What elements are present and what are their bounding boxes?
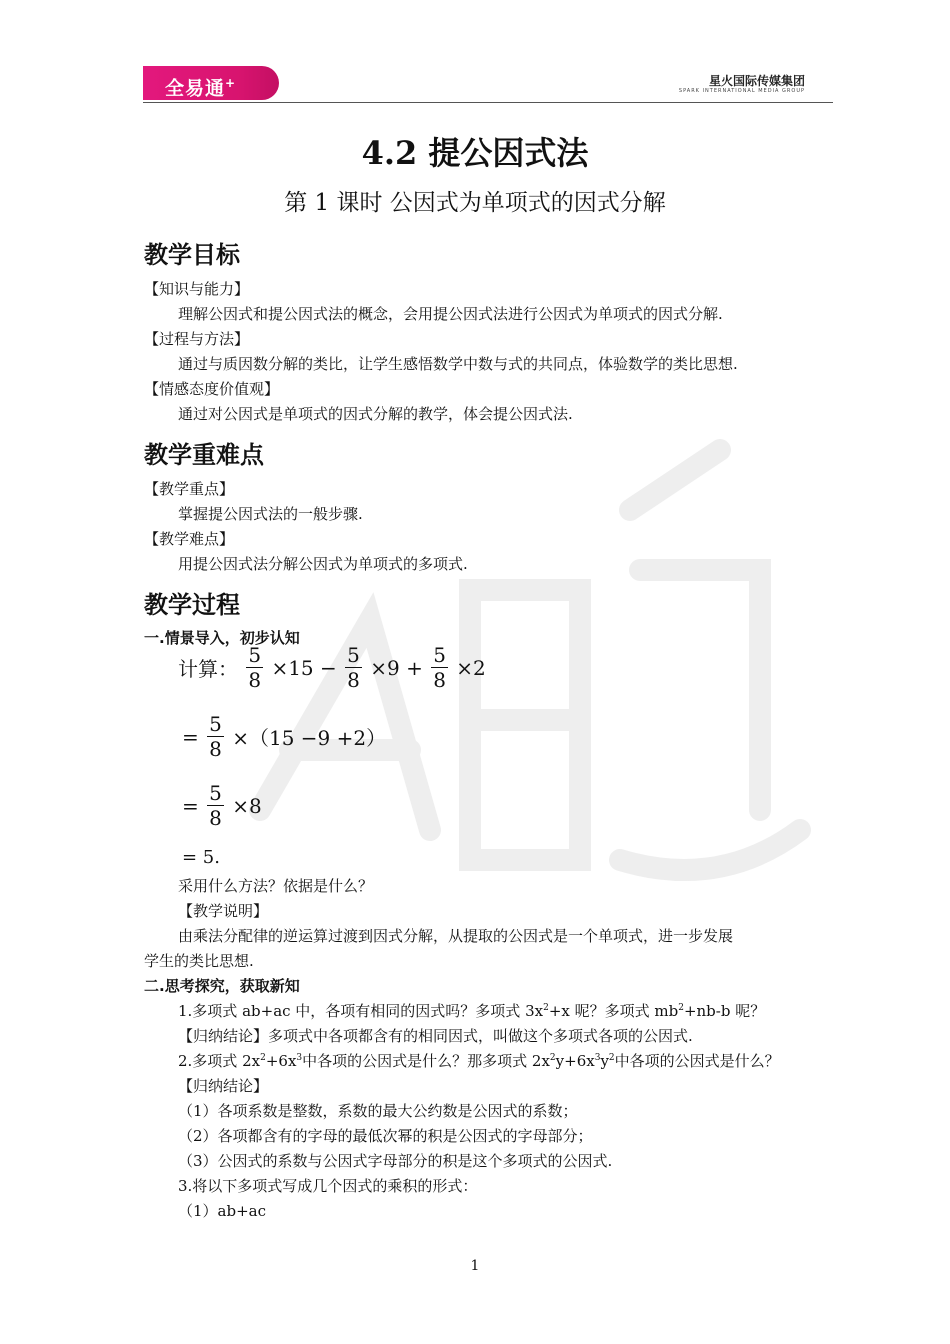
math-line-2: = $\frac{5}{8}$ ×（15 −9 +2） bbox=[182, 712, 387, 761]
heading-goals: 教学目标 bbox=[144, 241, 240, 269]
rule-2: （2）各项都含有的字母的最低次幂的积是公因式的字母部分； bbox=[178, 1127, 593, 1145]
label-process: 【过程与方法】 bbox=[144, 330, 250, 348]
fraction: $\frac{5}{8}$ bbox=[209, 781, 222, 830]
text-process: 通过与质因数分解的类比，让学生感悟数学中数与式的共同点，体验数学的类比思想. bbox=[178, 355, 738, 373]
question-method: 采用什么方法？依据是什么？ bbox=[178, 877, 374, 895]
math-line-3: = $\frac{5}{8}$ ×8 bbox=[182, 781, 262, 830]
text-teaching-note-1: 由乘法分配律的逆运算过渡到因式分解，从提取的公因式是一个单项式，进一步发展 bbox=[178, 927, 734, 945]
conclusion-1: 【归纳结论】多项式中各项都含有的相同因式，叫做这个多项式各项的公因式. bbox=[178, 1027, 693, 1045]
page-subtitle: 第 1 课时 公因式为单项式的因式分解 bbox=[284, 190, 666, 216]
page-number: 1 bbox=[470, 1258, 480, 1274]
brand-logo bbox=[143, 66, 279, 100]
fraction: $\frac{5}{8}$ bbox=[347, 643, 360, 692]
logo-text: 全易通 bbox=[165, 77, 226, 100]
question-2: 2.多项式 $2x^2+6x^3$中各项的公因式是什么？那多项式 $2x^2y+6x^3y^2$中各项的公因式是什么？ bbox=[178, 1052, 780, 1070]
rule-1: （1）各项系数是整数，系数的最大公约数是公因式的系数； bbox=[178, 1102, 578, 1120]
conclusion-2-label: 【归纳结论】 bbox=[178, 1077, 269, 1095]
text-emotion: 通过对公因式是单项式的因式分解的教学，体会提公因式法. bbox=[178, 405, 573, 423]
math-line-4: = 5. bbox=[182, 847, 220, 868]
text-focus: 掌握提公因式法的一般步骤. bbox=[178, 505, 363, 523]
question-3-item-1: （1）ab+ac bbox=[178, 1202, 267, 1220]
heading-key-points: 教学重难点 bbox=[144, 441, 264, 469]
part-1-title: 一.情景导入，初步认知 bbox=[144, 629, 300, 647]
label-knowledge: 【知识与能力】 bbox=[144, 280, 250, 298]
calc-label: 计算： bbox=[178, 657, 238, 681]
part-2-title: 二.思考探究，获取新知 bbox=[144, 977, 300, 995]
fraction: $\frac{5}{8}$ bbox=[209, 712, 222, 761]
fraction: $\frac{5}{8}$ bbox=[248, 643, 262, 692]
text-teaching-note-2: 学生的类比思想. bbox=[144, 952, 254, 970]
heading-process: 教学过程 bbox=[144, 591, 240, 619]
header-rule bbox=[143, 102, 833, 103]
logo-spark: + bbox=[225, 76, 237, 90]
fraction: $\frac{5}{8}$ bbox=[433, 643, 446, 692]
question-1: 1.多项式 ab+ac 中，各项有相同的因式吗？多项式 $3x^2+x$ 呢？多项式 $mb^2+nb-b$ 呢？ bbox=[178, 1002, 766, 1020]
page-title: 4.2 提公因式法 bbox=[361, 134, 589, 172]
page-header bbox=[143, 66, 833, 104]
label-focus: 【教学重点】 bbox=[144, 480, 235, 498]
question-3: 3.将以下多项式写成几个因式的乘积的形式： bbox=[178, 1177, 478, 1195]
label-emotion: 【情感态度价值观】 bbox=[144, 380, 280, 398]
label-teaching-note: 【教学说明】 bbox=[178, 902, 269, 920]
label-difficulty: 【教学难点】 bbox=[144, 530, 235, 548]
publisher-name: 星火国际传媒集团 bbox=[708, 74, 805, 88]
text-difficulty: 用提公因式法分解公因式为单项式的多项式. bbox=[178, 555, 468, 573]
publisher-subtitle: SPARK INTERNATIONAL MEDIA GROUP bbox=[678, 88, 805, 94]
text-knowledge: 理解公因式和提公因式法的概念，会用提公因式法进行公因式为单项式的因式分解. bbox=[178, 305, 723, 323]
rule-3: （3）公因式的系数与公因式字母部分的积是这个多项式的公因式. bbox=[178, 1152, 613, 1170]
math-line-1: 计算： $\frac{5}{8}$ ×15 − $\frac{5}{8}$ ×9 + $\frac{5}{8}$ ×2 bbox=[178, 643, 486, 692]
